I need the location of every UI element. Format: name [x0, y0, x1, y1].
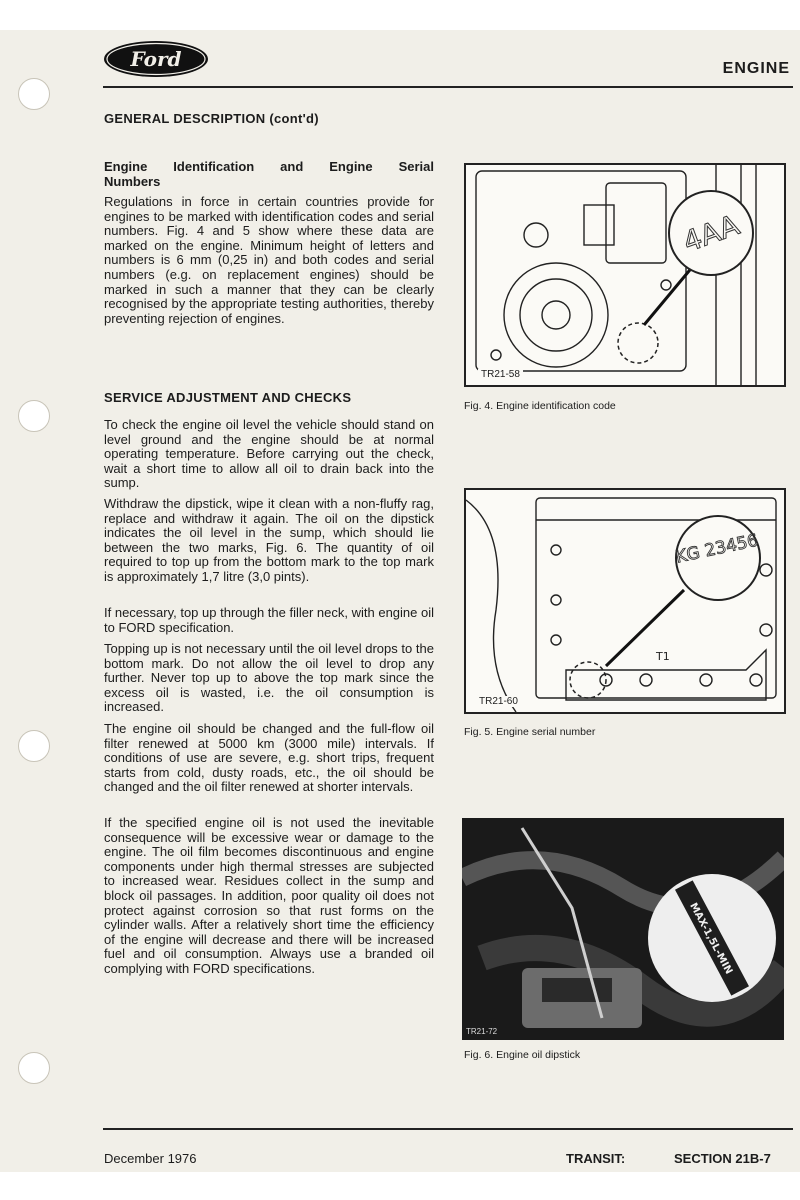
- figure-engine-identification: [464, 163, 786, 387]
- identification-paragraph: Regulations in force in certain countries provide for engines to be marked with identification codes and serial numbers. Fig. 4 and 5 show where these data are marked on the engine. Minimum height of letters and numbers is 6 mm (0,25 in) and both codes and serial numbers (e.g. on replacement engines) should be marked in such a manner that they can be clearly recognised by the appropriate testing authorities, thereby preventing rejection of engines.: [104, 194, 434, 326]
- footer-rule: [103, 1128, 793, 1130]
- punch-hole: [18, 1052, 50, 1084]
- figure-label: TR21-72: [466, 1027, 498, 1036]
- photo-engine-dipstick: [462, 818, 784, 1040]
- figure-caption: Fig. 5. Engine serial number: [464, 726, 596, 738]
- section-heading-service: SERVICE ADJUSTMENT AND CHECKS: [104, 390, 352, 405]
- figure-label: TR21-58: [478, 369, 523, 380]
- punch-hole: [18, 78, 50, 110]
- punch-hole: [18, 730, 50, 762]
- identification-code-mark: 4AA: [678, 208, 744, 259]
- footer-model: TRANSIT:: [566, 1151, 626, 1166]
- service-paragraph: The engine oil should be changed and the full-flow oil filter renewed at 5000 km (3000 mile) intervals. If conditions of use are severe, e.g. short trips, frequent starts from cold, dusty roads, etc., the oil should be changed and the oil filter renewed at shorter intervals.: [104, 721, 434, 795]
- service-paragraph: If necessary, top up through the filler neck, with engine oil to FORD specification.: [104, 605, 435, 635]
- service-paragraph: Withdraw the dipstick, wipe it clean with a non-fluffy rag, replace and withdraw it again. The oil on the dipstick indicates the oil level in the sump, which should lie between the two marks, Fig. 6. The quantity of oil required to top up from the bottom mark to the top mark is approximately 1,7 litre (3,0 pints).: [104, 496, 434, 584]
- dipstick-photo-drawing: [462, 818, 784, 1040]
- figure-caption: Fig. 6. Engine oil dipstick: [464, 1049, 581, 1061]
- figure-label: TR21-60: [476, 696, 521, 707]
- figure-caption: Fig. 4. Engine identification code: [464, 400, 616, 412]
- ford-logo: [103, 40, 209, 78]
- header-title: ENGINE: [722, 60, 790, 77]
- serial-number-mark: KG 23456: [673, 530, 761, 568]
- page-edge-bottom: [0, 1172, 800, 1200]
- footer-date: December 1976: [104, 1151, 197, 1166]
- footer-section: SECTION 21B-7: [674, 1151, 771, 1166]
- figure-engine-serial: [464, 488, 786, 714]
- identification-heading: Engine Identification and Engine Serial: [104, 159, 434, 174]
- service-paragraph: Topping up is not necessary until the oil level drops to the bottom mark. Do not allow the oil level to drop any further. Never top up to above the top mark since the excess oil is wasted, i.e. the oil consumption is increased.: [104, 641, 434, 715]
- engine-block-drawing: [466, 490, 784, 712]
- section-heading-general: GENERAL DESCRIPTION (cont'd): [104, 111, 319, 126]
- dipstick-marking: MAX-1,5L-MIN: [687, 901, 735, 977]
- service-paragraph: If the specified engine oil is not used the inevitable consequence will be excessive wear or damage to the engine. The oil film becomes discontinuous and engine components under high thermal stresses are subjected to increased wear. Residues collect in the sump and block oil passages. In addition, poor quality oil does not protect against corrosion so that rust forms on the cylinder walls. After a relatively short time the efficiency of the engine will decrease and there will be increased fuel and oil consumption. Always use a branded oil complying with FORD specifications.: [104, 815, 434, 976]
- service-paragraph: To check the engine oil level the vehicle should stand on level ground and the engine should be at normal operating temperature. Before carrying out the check, wait a short time to allow all oil to drain back into the sump.: [104, 417, 434, 491]
- page-edge-top: [0, 0, 800, 30]
- ford-logo-text: Ford: [130, 47, 182, 71]
- punch-hole: [18, 400, 50, 432]
- engine-front-drawing: [466, 165, 784, 385]
- svg-text:T1: T1: [656, 650, 670, 663]
- header-rule: [103, 86, 793, 88]
- identification-heading-line2: Numbers: [104, 174, 161, 189]
